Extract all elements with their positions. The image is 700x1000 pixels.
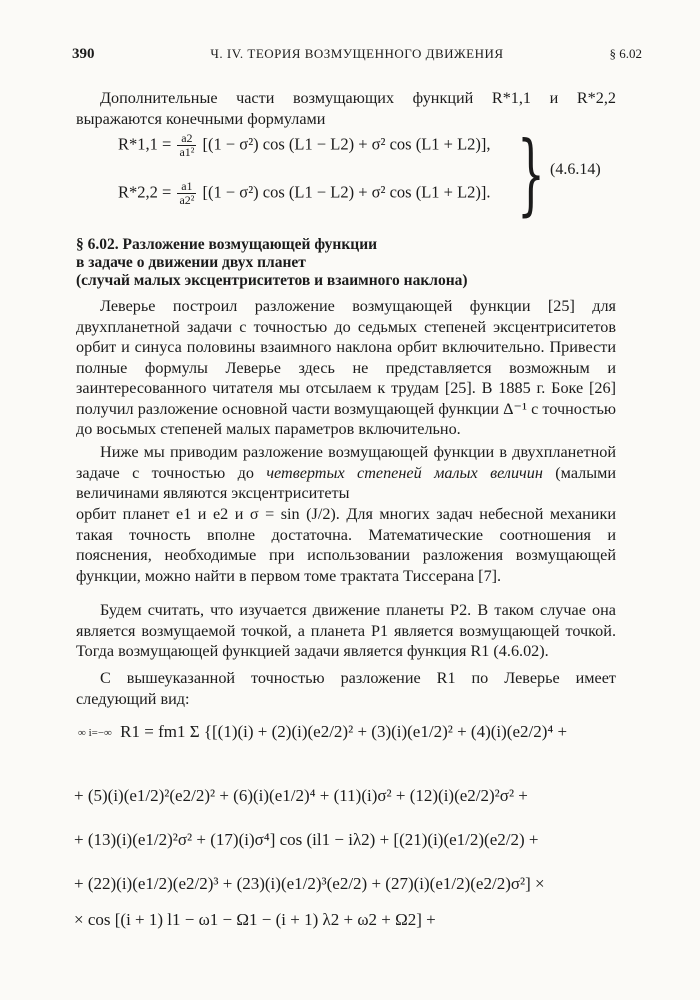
equation-line-1: [118, 132, 491, 159]
paragraph-planet: Будем считать, что изучается движение планеты P2. В таком случае она является возмущаемой точкой, а планета P1 является возмущающей точкой. Тогда возмущающей функцией задачи является функция R1 (4.6.02).: [76, 601, 616, 660]
section-heading-line-3: (случай малых эксцентриситетов и взаимного наклона): [76, 272, 468, 289]
eq1-fraction: [177, 132, 196, 159]
section-heading-line-1: § 6.02. Разложение возмущающей функции: [76, 236, 378, 253]
eq2-lhs: R*2,2 =: [118, 182, 172, 202]
eq2-rhs: [(1 − σ²) cos (L1 − L2) + σ² cos (L1 + L2)].: [202, 182, 491, 202]
expansion-line-4: + (22)(i)(e1/2)(e2/2)³ + (23)(i)(e1/2)³(e2/2) + (27)(i)(e1/2)(e2/2)σ²] ×: [74, 874, 545, 893]
expansion-text-1: R1 = fm1 Σ {[(1)(i) + (2)(i)(e2/2)² + (3)(i)(e1/2)² + (4)(i)(e2/2)⁴ +: [120, 722, 568, 741]
eq1-frac-num: a2: [177, 132, 196, 146]
sum-symbol: [78, 727, 112, 739]
expansion-line-1: [74, 722, 634, 742]
expansion-line-5: × cos [(i + 1) l1 − ω1 − Ω1 − (i + 1) λ2 + ω2 + Ω2] +: [74, 910, 436, 929]
running-header: [72, 46, 642, 66]
equation-number: (4.6.14): [550, 161, 601, 178]
eq2-frac-num: a1: [177, 180, 196, 194]
intro-paragraph: Дополнительные части возмущающих функций R*1,1 и R*2,2 выражаются конечными формулами: [76, 89, 616, 128]
paragraph-leverrier: Леверье построил разложение возмущающей функции [25] для двухпланетной задачи с точностью до седьмых степеней эксцентриситетов орбит и синуса половины взаимного наклона орбит включительно. Привести полные формулы Леверье здесь не представляется возможным и заинтересованного читателя мы отсылаем к трудам [25]. В 1885 г. Боке [26] получил разложение основной части возмущающей функции Δ⁻¹ с точностью до восьмых степеней малых параметров включительно.: [76, 297, 616, 438]
paragraph-expansion-b: орбит планет e1 и e2 и σ = sin (J/2). Для многих задач небесной механики такая точность вполне достаточна. Математические соотношения и пояснения, необходимые при использовании разложения возмущающей функции, можно найти в первом томе трактата Тиссерана [7].: [76, 505, 616, 585]
section-heading-line-2: в задаче о движении двух планет: [76, 254, 306, 271]
sum-upper: ∞: [78, 727, 86, 740]
eq1-frac-den: a1²: [179, 145, 195, 159]
eq2-frac-den: a2²: [179, 193, 195, 207]
eq1-lhs: R*1,1 =: [118, 134, 172, 154]
right-brace: }: [517, 122, 545, 225]
page-number: 390: [72, 46, 95, 62]
expansion-line-3: + (13)(i)(e1/2)²σ² + (17)(i)σ⁴] cos (il1 − iλ2) + [(21)(i)(e1/2)(e2/2) +: [74, 830, 539, 849]
p2-text-b: (малыми величинами являются эксцентриситеты: [76, 463, 617, 502]
chapter-title: Ч. IV. ТЕОРИЯ ВОЗМУЩЕННОГО ДВИЖЕНИЯ: [210, 46, 504, 61]
expansion-line-2: + (5)(i)(e1/2)²(e2/2)² + (6)(i)(e1/2)⁴ + (11)(i)σ² + (12)(i)(e2/2)²σ² +: [74, 786, 528, 805]
sum-lower: i=−∞: [88, 727, 112, 740]
p2-emphasis: четвертых степеней малых величин: [266, 463, 543, 482]
p2-text-a: Ниже мы приводим разложение возмущающей функции в двухпланетной задаче с точностью до: [76, 443, 616, 482]
eq2-fraction: [177, 180, 196, 207]
paragraph-expansion-a: [76, 442, 616, 504]
equation-line-2: [118, 180, 491, 207]
paragraph-form: С вышеуказанной точностью разложение R1 по Леверье имеет следующий вид:: [76, 669, 616, 708]
section-marker: § 6.02: [609, 46, 642, 61]
eq1-rhs: [(1 − σ²) cos (L1 − L2) + σ² cos (L1 + L2)],: [202, 134, 491, 154]
